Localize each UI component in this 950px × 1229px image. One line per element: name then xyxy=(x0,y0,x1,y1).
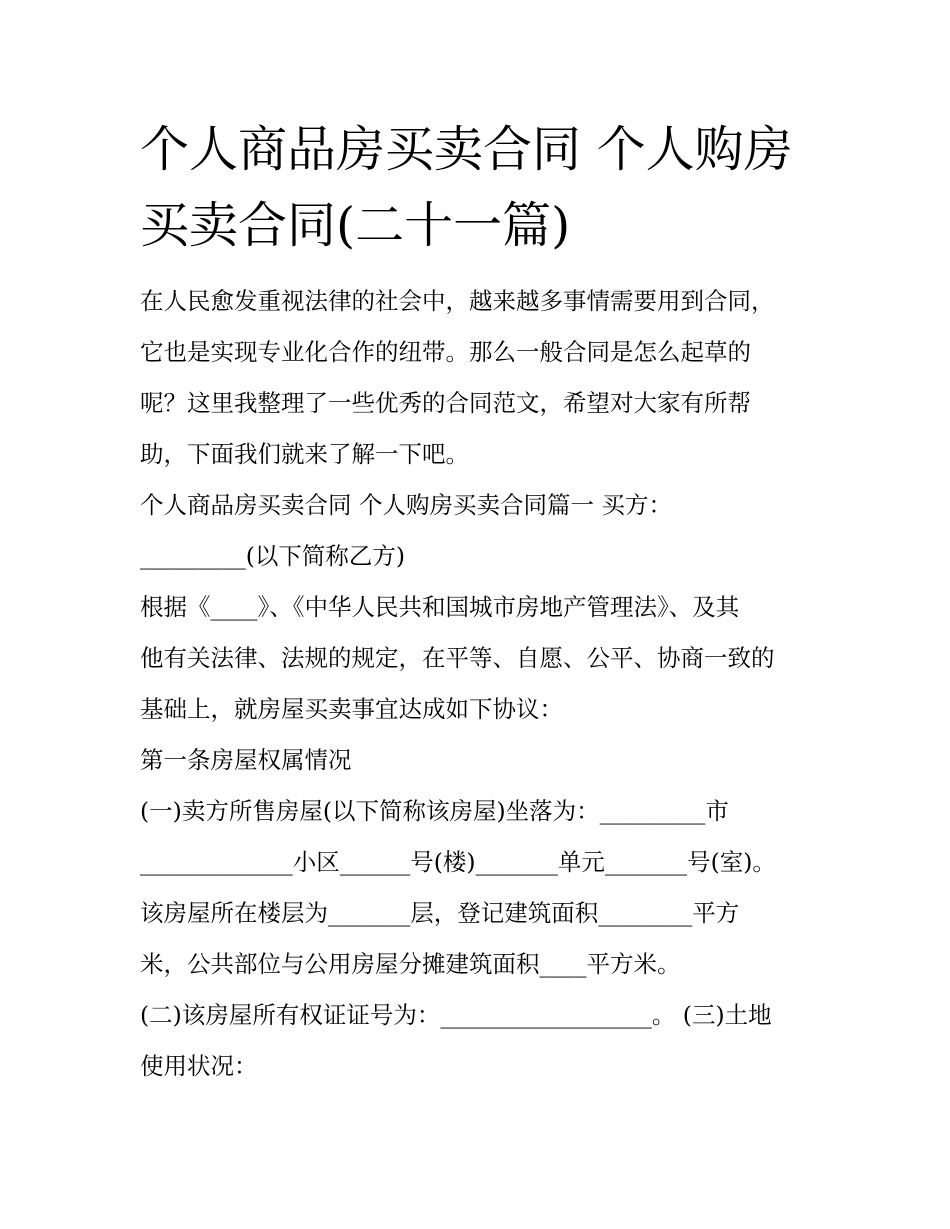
body-line: 基础上，就房屋买卖事宜达成如下协议： xyxy=(140,695,563,723)
body-line: 他有关法律、法规的规定，在平等、自愿、公平、协商一致的 xyxy=(140,644,775,672)
body-line: _________(以下简称乙方) xyxy=(140,542,406,570)
section-heading-line: 个人商品房买卖合同 个人购房买卖合同篇一 买方： xyxy=(140,491,672,519)
body-line: 呢？这里我整理了一些优秀的合同范文，希望对大家有所帮 xyxy=(140,389,751,417)
title-line-2: 买卖合同(二十一篇) xyxy=(140,197,571,254)
body-line: _____________小区______号(楼)_______单元_______号(室)。 xyxy=(140,848,776,876)
document-title xyxy=(140,112,830,264)
article-heading: 第一条房屋权属情况 xyxy=(140,746,352,774)
body-line: 使用状况： xyxy=(140,1052,258,1080)
body-line: 根据《____》、《中华人民共和国城市房地产管理法》、及其 xyxy=(140,593,740,621)
body-line: 在人民愈发重视法律的社会中，越来越多事情需要用到合同， xyxy=(140,287,775,315)
body-line: 它也是实现专业化合作的纽带。那么一般合同是怎么起草的 xyxy=(140,338,751,366)
body-line: 米，公共部位与公用房屋分摊建筑面积____平方米。 xyxy=(140,950,681,978)
body-line: 该房屋所在楼层为_______层，登记建筑面积________平方 xyxy=(140,899,740,927)
title-line-1: 个人商品房买卖合同 个人购房 xyxy=(140,121,793,178)
body-line: (二)该房屋所有权证证号为：__________________。 (三)土地 xyxy=(140,1001,772,1029)
body-line: (一)卖方所售房屋(以下简称该房屋)坐落为：_________市 xyxy=(140,797,729,825)
document-body xyxy=(140,276,830,1092)
body-line: 助，下面我们就来了解一下吧。 xyxy=(140,440,469,468)
